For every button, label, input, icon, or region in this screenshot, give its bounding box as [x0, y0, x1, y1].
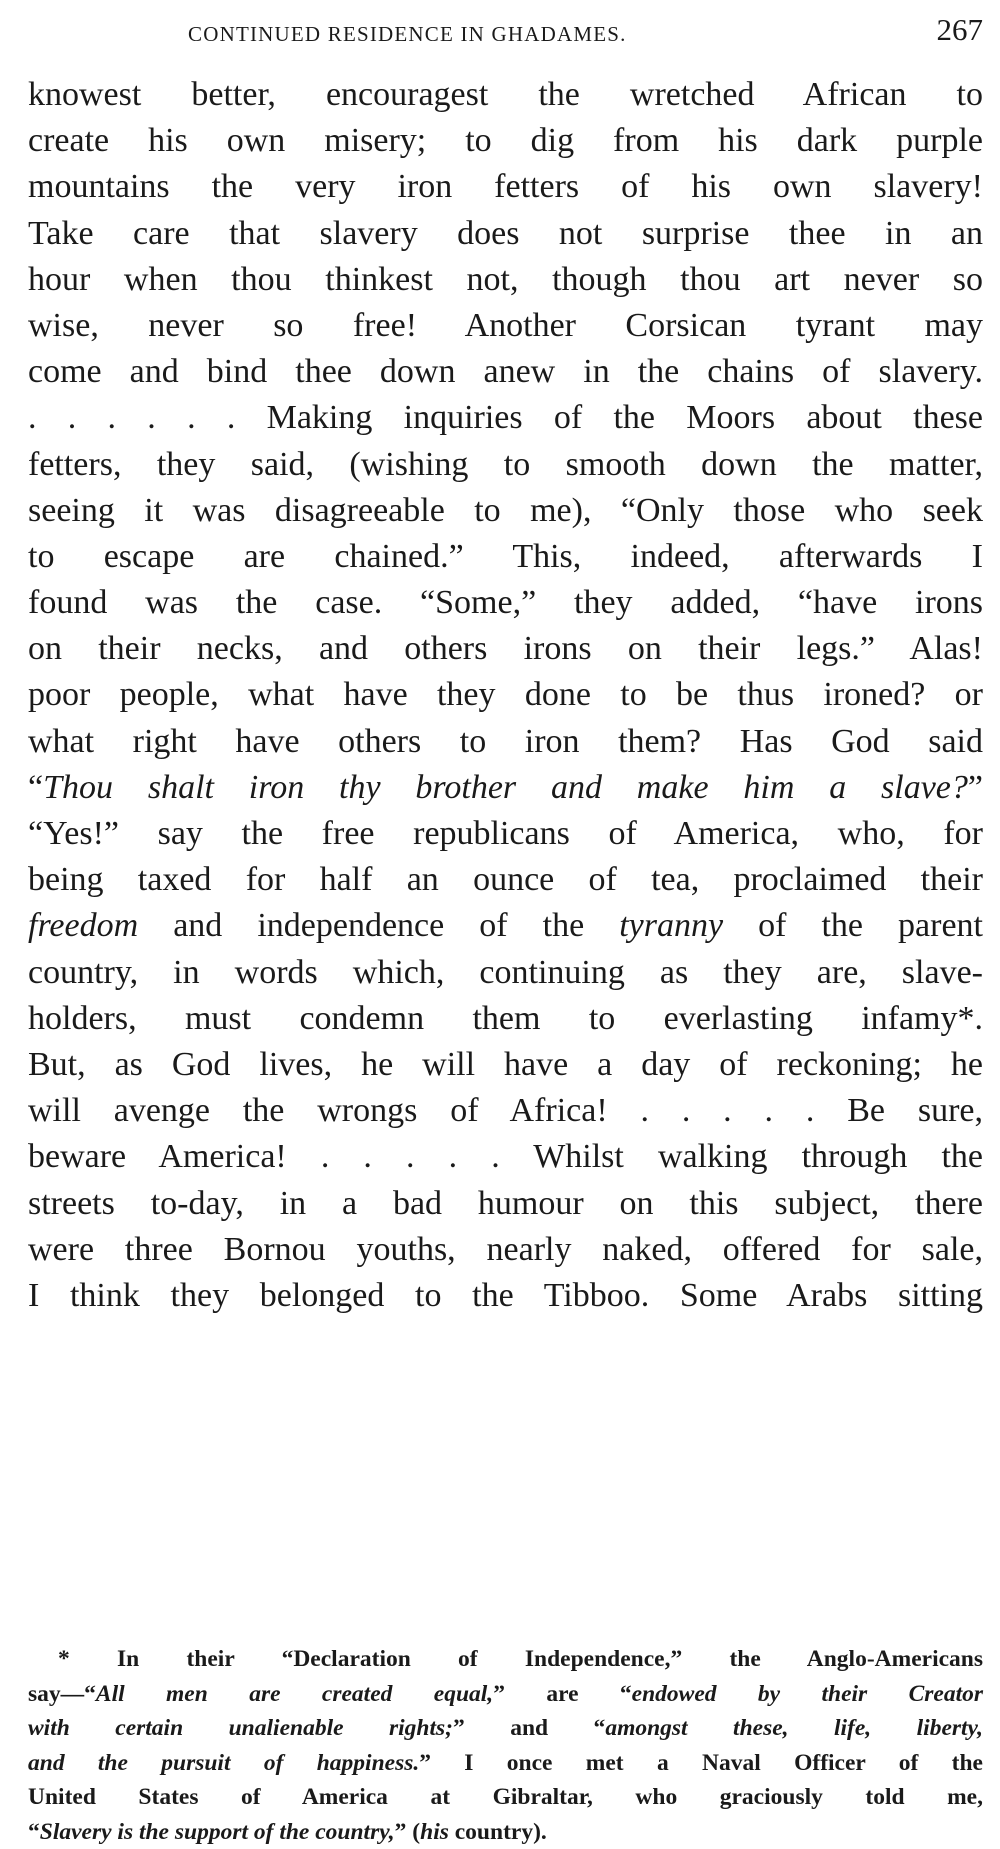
text-line-quote — [28, 765, 983, 811]
text-line-italics — [28, 903, 983, 949]
text-line: I think they belonged to the Tibboo. Some Arabs sitting — [28, 1273, 983, 1319]
footnote-line — [28, 1711, 983, 1746]
italic-run: with certain unalienable rights; — [28, 1715, 453, 1741]
footnote-line: United States of America at Gibraltar, who graciously told me, — [28, 1780, 983, 1815]
italic-run: amongst these, life, liberty, — [605, 1715, 983, 1741]
text-run: and independence of the — [138, 907, 619, 944]
footnote — [28, 1642, 983, 1849]
text-line: what right have others to iron them? Has God said — [28, 719, 983, 765]
text-line: knowest better, encouragest the wretched African to — [28, 72, 983, 118]
text-line: holders, must condemn them to everlasting infamy*. — [28, 996, 983, 1042]
text-line: country, in words which, continuing as they are, slave- — [28, 950, 983, 996]
open-quote: “ — [28, 769, 43, 806]
text-line: mountains the very iron fetters of his own slavery! — [28, 164, 983, 210]
italic-run: and the pursuit of happiness. — [28, 1750, 419, 1776]
text-run: ” ( — [395, 1819, 420, 1845]
text-run: ” and “ — [453, 1715, 605, 1741]
text-line: on their necks, and others irons on their legs.” Alas! — [28, 626, 983, 672]
text-run: ” are “ — [493, 1681, 631, 1707]
text-line: poor people, what have they done to be thus ironed? or — [28, 672, 983, 718]
text-line: will avenge the wrongs of Africa! . . . . . Be sure, — [28, 1088, 983, 1134]
text-line: streets to-day, in a bad humour on this subject, there — [28, 1181, 983, 1227]
italic-word: tyranny — [619, 907, 723, 944]
italic-run: Slavery is the support of the country, — [40, 1819, 395, 1845]
text-line: . . . . . . Making inquiries of the Moors about these — [28, 395, 983, 441]
text-line: But, as God lives, he will have a day of reckoning; he — [28, 1042, 983, 1088]
text-run: ” I once met a Naval Officer of the — [419, 1750, 983, 1776]
text-line: hour when thou thinkest not, though thou art never so — [28, 257, 983, 303]
footnote-line: * In their “Declaration of Independence,” the Anglo-Americans — [28, 1642, 983, 1677]
text-line: seeing it was disagreeable to me), “Only those who seek — [28, 488, 983, 534]
footnote-line — [28, 1746, 983, 1781]
page-header — [28, 10, 983, 50]
running-head: CONTINUED RESIDENCE IN GHADAMES. — [188, 22, 627, 47]
text-line: “Yes!” say the free republicans of America, who, for — [28, 811, 983, 857]
text-run: of the parent — [723, 907, 983, 944]
italic-quote: Thou shalt iron thy brother and make him a slave? — [43, 769, 968, 806]
text-line: Take care that slavery does not surprise thee in an — [28, 211, 983, 257]
close-quote: ” — [968, 769, 983, 806]
text-line: come and bind thee down anew in the chains of slavery. — [28, 349, 983, 395]
italic-run: his — [420, 1819, 449, 1845]
text-line: wise, never so free! Another Corsican tyrant may — [28, 303, 983, 349]
page-number: 267 — [937, 12, 984, 48]
text-run: “ — [28, 1819, 40, 1845]
text-line: beware America! . . . . . Whilst walking through the — [28, 1134, 983, 1180]
footnote-line — [28, 1677, 983, 1712]
italic-word: freedom — [28, 907, 138, 944]
text-line: create his own misery; to dig from his dark purple — [28, 118, 983, 164]
text-line: fetters, they said, (wishing to smooth down the matter, — [28, 442, 983, 488]
text-run: country). — [449, 1819, 547, 1845]
text-line: were three Bornou youths, nearly naked, offered for sale, — [28, 1227, 983, 1273]
italic-run: endowed by their Creator — [632, 1681, 983, 1707]
body-text — [28, 72, 983, 1319]
text-run: say—“ — [28, 1681, 96, 1707]
italic-run: All men are created equal, — [96, 1681, 493, 1707]
text-line: found was the case. “Some,” they added, “have irons — [28, 580, 983, 626]
text-line: being taxed for half an ounce of tea, proclaimed their — [28, 857, 983, 903]
text-line: to escape are chained.” This, indeed, afterwards I — [28, 534, 983, 580]
